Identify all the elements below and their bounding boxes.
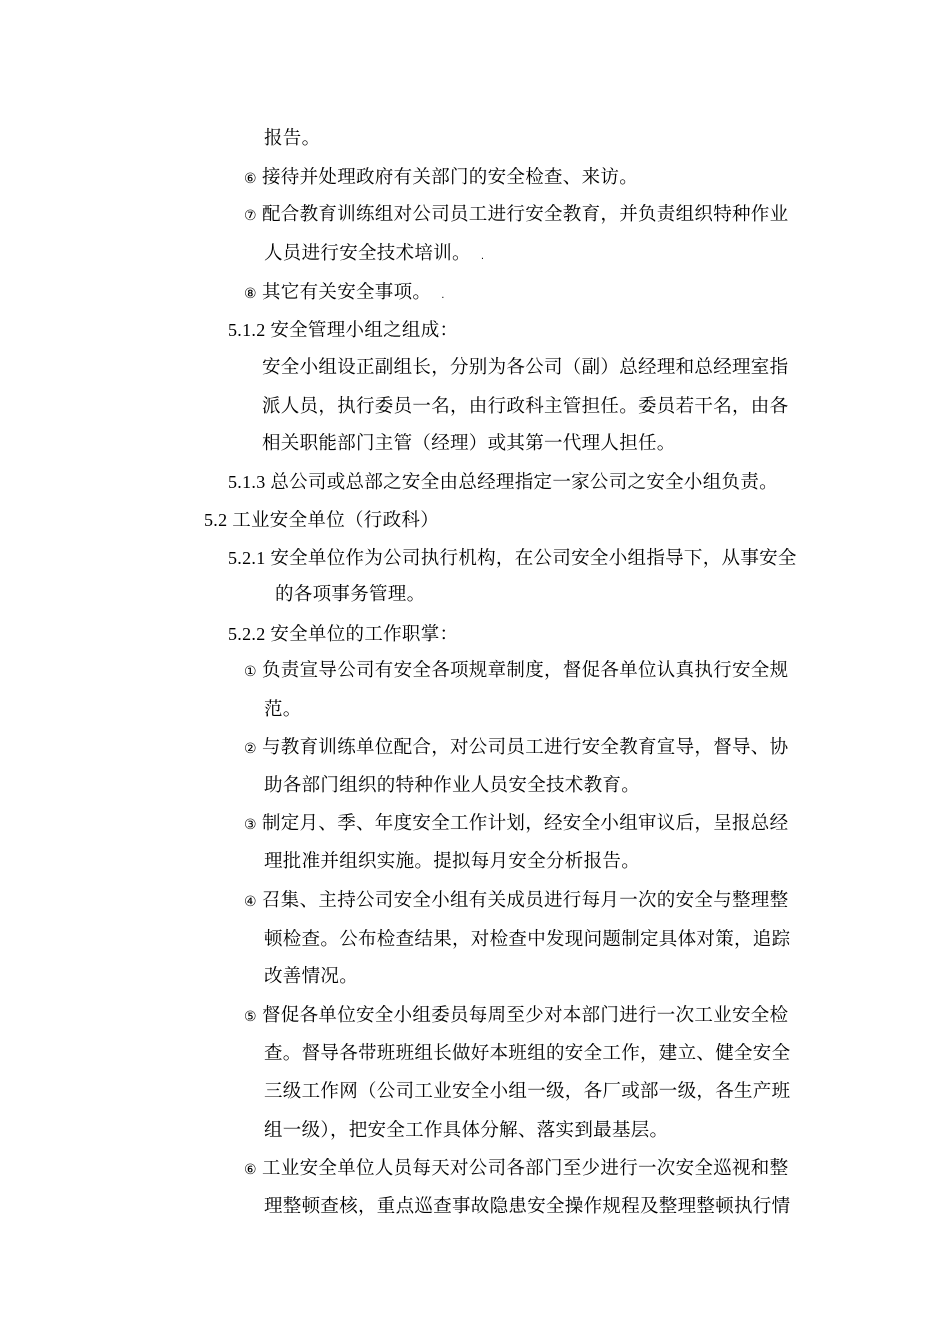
text-line bbox=[244, 1004, 788, 1029]
line-text: 督促各单位安全小组委员每周至少对本部门进行一次工业安全检 bbox=[262, 1005, 789, 1026]
text-line bbox=[264, 850, 640, 874]
section-number: 5.2.2 bbox=[228, 624, 271, 644]
line-text: 派人员，执行委员一名，由行政科主管担任。委员若干名，由各 bbox=[262, 396, 789, 417]
line-text: 报告。 bbox=[264, 128, 321, 149]
text-line bbox=[264, 242, 484, 269]
text-line bbox=[244, 889, 788, 914]
text-line bbox=[228, 470, 778, 495]
list-marker: ② bbox=[244, 741, 257, 757]
line-text: 范。 bbox=[264, 699, 302, 720]
text-line bbox=[244, 281, 445, 308]
line-text: 其它有关安全事项。 bbox=[262, 282, 432, 303]
text-line bbox=[244, 1157, 788, 1182]
line-text: 工业安全单位（行政科） bbox=[232, 510, 440, 531]
line-text: 相关职能部门主管（经理）或其第一代理人担任。 bbox=[262, 433, 676, 454]
text-line bbox=[264, 1042, 790, 1066]
text-line bbox=[244, 812, 788, 837]
line-text: 查。督导各带班班组长做好本班组的安全工作，建立、健全安全 bbox=[264, 1043, 791, 1064]
line-text: 安全单位的工作职掌： bbox=[270, 624, 459, 645]
text-line bbox=[244, 203, 788, 228]
line-text: 与教育训练单位配合，对公司员工进行安全教育宣导，督导、协 bbox=[262, 737, 789, 758]
text-line bbox=[244, 659, 788, 684]
text-line bbox=[275, 583, 425, 607]
list-marker: ⑧ bbox=[244, 286, 257, 302]
text-line bbox=[264, 774, 640, 798]
text-line bbox=[264, 928, 790, 952]
trailing-mark: . bbox=[480, 251, 485, 262]
line-text: 制定月、季、年度安全工作计划，经安全小组审议后，呈报总经 bbox=[262, 813, 789, 834]
line-text: 人员进行安全技术培训。 bbox=[264, 243, 471, 264]
line-text: 三级工作网（公司工业安全小组一级，各厂或部一级，各生产班 bbox=[264, 1081, 791, 1102]
list-marker: ⑥ bbox=[244, 171, 257, 187]
text-line bbox=[264, 698, 302, 722]
text-line bbox=[228, 318, 458, 343]
text-line bbox=[228, 546, 797, 571]
section-number: 5.1.3 bbox=[228, 472, 271, 492]
text-line bbox=[244, 166, 638, 191]
line-text: 理整顿查核，重点巡查事故隐患安全操作规程及整理整顿执行情 bbox=[264, 1196, 791, 1217]
text-line bbox=[264, 1080, 790, 1104]
section-number: 5.2.1 bbox=[228, 548, 271, 568]
section-number: 5.2 bbox=[204, 510, 233, 530]
text-line bbox=[244, 736, 788, 761]
line-text: 顿检查。公布检查结果，对检查中发现问题制定具体对策，追踪 bbox=[264, 929, 791, 950]
text-line bbox=[264, 127, 320, 151]
list-marker: ⑥ bbox=[244, 1162, 257, 1178]
line-text: 安全小组设正副组长，分别为各公司（副）总经理和总经理室指 bbox=[262, 357, 789, 378]
line-text: 助各部门组织的特种作业人员安全技术教育。 bbox=[264, 775, 641, 796]
list-marker: ④ bbox=[244, 894, 257, 910]
text-line bbox=[262, 432, 676, 456]
line-text: 改善情况。 bbox=[264, 966, 359, 987]
line-text: 召集、主持公司安全小组有关成员进行每月一次的安全与整理整 bbox=[262, 890, 789, 911]
section-number: 5.1.2 bbox=[228, 320, 271, 340]
text-line bbox=[262, 356, 788, 380]
line-text: 负责宣导公司有安全各项规章制度，督促各单位认真执行安全规 bbox=[262, 660, 789, 681]
line-text: 安全单位作为公司执行机构，在公司安全小组指导下，从事安全 bbox=[270, 548, 797, 569]
list-marker: ① bbox=[244, 664, 257, 680]
text-line bbox=[204, 508, 439, 533]
line-text: 接待并处理政府有关部门的安全检查、来访。 bbox=[262, 167, 639, 188]
list-marker: ⑤ bbox=[244, 1009, 257, 1025]
line-text: 理批准并组织实施。提拟每月安全分析报告。 bbox=[264, 851, 641, 872]
line-text: 总公司或总部之安全由总经理指定一家公司之安全小组负责。 bbox=[270, 472, 778, 493]
line-text: 配合教育训练组对公司员工进行安全教育，并负责组织特种作业 bbox=[262, 204, 789, 225]
text-line bbox=[264, 1119, 668, 1143]
list-marker: ③ bbox=[244, 817, 257, 833]
text-line bbox=[264, 1195, 790, 1219]
line-text: 组一级），把安全工作具体分解、落实到最基层。 bbox=[264, 1120, 669, 1141]
list-marker: ⑦ bbox=[244, 208, 257, 224]
text-line bbox=[264, 965, 358, 989]
text-line bbox=[228, 622, 458, 647]
trailing-mark: . bbox=[441, 290, 445, 301]
line-text: 工业安全单位人员每天对公司各部门至少进行一次安全巡视和整 bbox=[262, 1158, 789, 1179]
line-text: 的各项事务管理。 bbox=[275, 584, 426, 605]
text-line bbox=[262, 395, 788, 419]
line-text: 安全管理小组之组成： bbox=[270, 320, 459, 341]
